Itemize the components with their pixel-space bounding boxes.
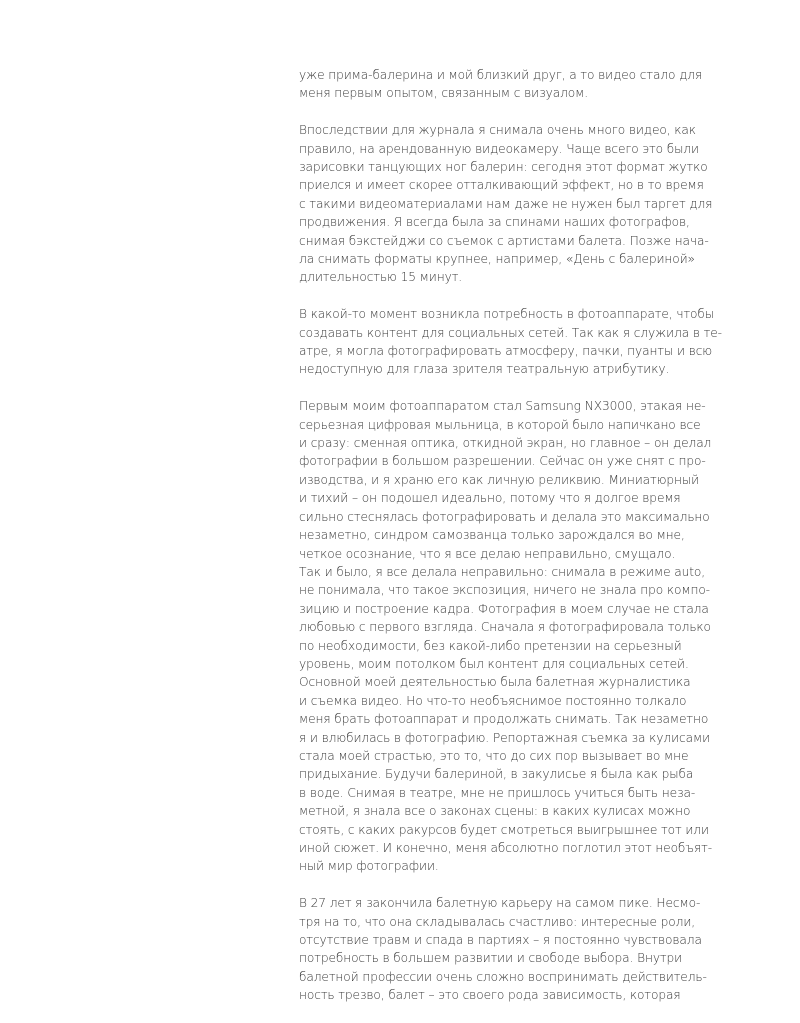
- text-line: отсутствие травм и спада в партиях – я постоянно чувствовала: [299, 933, 702, 948]
- text-line: с такими видеоматериалами нам даже не нужен был таргет для: [299, 196, 713, 211]
- text-line: Первым моим фотоаппаратом стал Samsung NX3000, этакая не-: [299, 399, 706, 414]
- text-line: уже прима-балерина и мой близкий друг, а то видео стало для: [299, 68, 703, 82]
- text-line: иной сюжет. И конечно, меня абсолютно поглотил этот необъят-: [299, 841, 713, 856]
- paragraph: [299, 305, 722, 379]
- text-line: правило, на арендованную видеокамеру. Чаще всего это были: [299, 141, 699, 156]
- text-line: Впоследствии для журнала я снимала очень много видео, как: [299, 123, 696, 138]
- text-line: Так и было, я все делала неправильно: снимала в режиме auto,: [299, 564, 706, 579]
- text-line: приелся и имеет скорее отталкивающий эффект, но в то время: [299, 178, 704, 193]
- text-line: длительностью 15 минут.: [299, 270, 463, 285]
- text-line: меня первым опытом, связанным с визуалом.: [299, 86, 588, 101]
- text-line: незаметно, синдром самозванца только зарождался во мне,: [299, 528, 685, 543]
- text-line: балетной профессии очень сложно воспринимать действитель-: [299, 969, 707, 984]
- paragraph: [299, 397, 713, 876]
- text-line: зицию и построение кадра. Фотография в моем случае не стала: [299, 601, 709, 616]
- text-line: фотографии в большом разрешении. Сейчас он уже снят с про-: [299, 454, 706, 469]
- text-line: недоступную для глаза зрителя театральную атрибутику.: [299, 362, 670, 377]
- paragraph: [299, 894, 707, 1004]
- text-line: меня брать фотоаппарат и продолжать снимать. Так незаметно: [299, 712, 709, 727]
- text-line: атре, я могла фотографировать атмосферу, пачки, пуанты и всю: [299, 344, 713, 359]
- text-line: и съемка видео. Но что-то необъяснимое постоянно толкало: [299, 693, 687, 708]
- text-line: В 27 лет я закончила балетную карьеру на самом пике. Несмо-: [299, 896, 701, 911]
- text-line: стоять, с каких ракурсов будет смотреться выигрышнее тот или: [299, 822, 709, 837]
- text-line: потребность в большем развитии и свободе выбора. Внутри: [299, 951, 683, 966]
- text-line: придыхание. Будучи балериной, в закулисье я была как рыба: [299, 767, 694, 782]
- text-line: я и влюбилась в фотографию. Репортажная съемка за кулисами: [299, 730, 711, 745]
- text-line: изводства, и я храню его как личную реликвию. Миниатюрный: [299, 472, 700, 487]
- text-line: четкое осознание, что я все делаю неправильно, смущало.: [299, 546, 676, 561]
- text-line: ла снимать форматы крупнее, например, «День с балериной»: [299, 252, 695, 267]
- paragraph: [299, 66, 703, 103]
- text-line: снимая бэкстейджи со съемок с артистами балета. Позже нача-: [299, 233, 709, 248]
- text-line: метной, я знала все о законах сцены: в каких кулисах можно: [299, 804, 691, 819]
- text-line: не понимала, что такое экспозиция, ничего не знала про компо-: [299, 583, 710, 598]
- text-line: серьезная цифровая мыльница, в которой было напичкано все: [299, 417, 701, 432]
- text-line: сильно стеснялась фотографировать и делала это максимально: [299, 509, 710, 524]
- article-text-column: [299, 66, 722, 1023]
- text-line: Основной моей деятельностью была балетная журналистика: [299, 675, 691, 690]
- text-line: В какой-то момент возникла потребность в фотоаппарате, чтобы: [299, 307, 714, 322]
- text-line: по необходимости, без какой-либо претензии на серьезный: [299, 638, 682, 653]
- text-line: создавать контент для социальных сетей. Так как я служила в те-: [299, 325, 722, 340]
- text-line: любовью с первого взгляда. Сначала я фотографировала только: [299, 620, 711, 635]
- text-line: продвижения. Я всегда была за спинами наших фотографов,: [299, 215, 690, 230]
- text-line: в воде. Снимая в театре, мне не пришлось учиться быть неза-: [299, 785, 696, 800]
- text-line: и тихий – он подошел идеально, потому что я долгое время: [299, 491, 681, 506]
- text-line: зарисовки танцующих ног балерин: сегодня этот формат жутко: [299, 160, 708, 175]
- text-line: и сразу: сменная оптика, откидной экран, но главное – он делал: [299, 436, 712, 451]
- text-line: ный мир фотографии.: [299, 859, 439, 874]
- text-line: ность трезво, балет – это своего рода зависимость, которая: [299, 988, 681, 1003]
- text-line: уровень, моим потолком был контент для социальных сетей.: [299, 656, 689, 671]
- text-line: стала моей страстью, это то, что до сих пор вызывает во мне: [299, 748, 689, 763]
- text-line: тря на то, что она складывалась счастливо: интересные роли,: [299, 914, 696, 929]
- paragraph: [299, 121, 713, 287]
